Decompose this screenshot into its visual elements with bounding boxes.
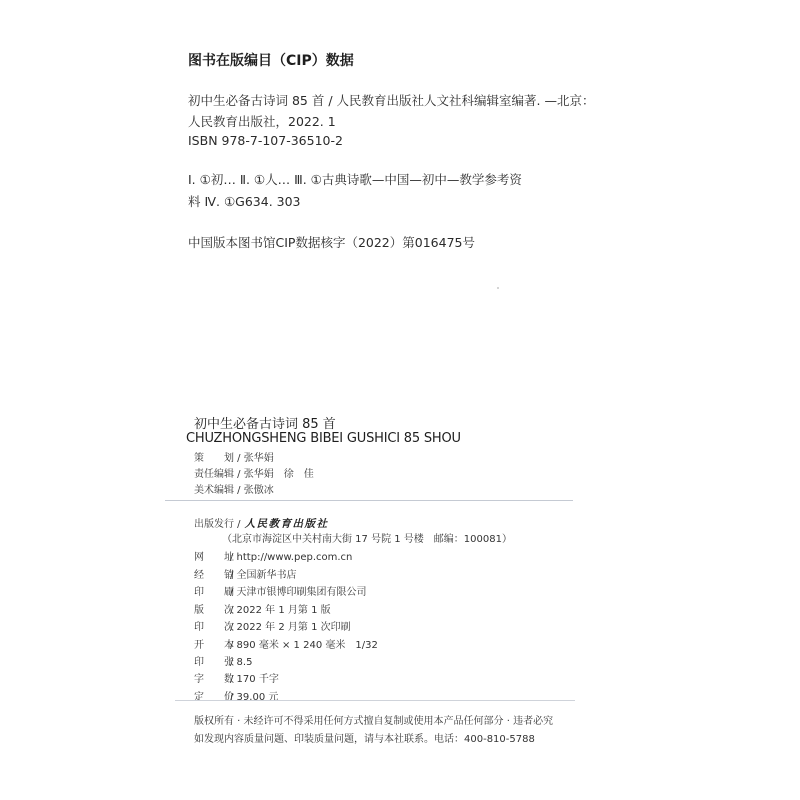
info-row-sheets — [194, 653, 252, 668]
cip-title-line: 初中生必备古诗词 85 首 / 人民教育出版社人文社科编辑室编著. —北京： — [188, 93, 595, 108]
info-label: 经 销 — [194, 570, 234, 581]
cip-publisher-line: 人民教育出版社，2022. 1 — [188, 114, 336, 129]
scan-speck — [497, 287, 499, 289]
publisher-logo: 人民教育出版社 — [244, 518, 329, 530]
info-row-word-count — [194, 670, 279, 685]
divider-bottom — [175, 700, 575, 701]
book-title-pinyin: CHUZHONGSHENG BIBEI GUSHICI 85 SHOU — [186, 431, 461, 446]
info-value: / 890 毫米 × 1 240 毫米 1/32 — [230, 640, 378, 651]
info-value: / 39.00 元 — [230, 692, 279, 703]
info-row-edition — [194, 601, 331, 616]
cip-isbn-line: ISBN 978-7-107-36510-2 — [188, 133, 343, 148]
cip-classification-line-cont: 料 Ⅳ. ①G634. 303 — [188, 194, 301, 209]
info-label: 网 址 — [194, 552, 234, 563]
info-row-impression — [194, 618, 351, 633]
publisher-label: 出版发行 / — [194, 519, 241, 530]
book-title-chinese: 初中生必备古诗词 85 首 — [194, 417, 336, 432]
info-label: 版 次 — [194, 605, 234, 616]
cip-heading: 图书在版编目（CIP）数据 — [188, 53, 354, 69]
info-label: 定 价 — [194, 692, 234, 703]
info-row-format — [194, 636, 378, 651]
info-row-distributor — [194, 566, 297, 581]
info-label: 字 数 — [194, 674, 234, 685]
info-value: / 2022 年 1 月第 1 版 — [230, 605, 331, 616]
info-value: / 170 千字 — [230, 674, 279, 685]
info-label: 印 次 — [194, 622, 234, 633]
publisher-address: （北京市海淀区中关村南大街 17 号院 1 号楼 邮编：100081） — [222, 534, 512, 545]
info-row-website — [194, 548, 352, 563]
info-label: 印 刷 — [194, 587, 234, 598]
info-label: 开 本 — [194, 640, 234, 651]
credit-planner: 策 划 / 张华娟 — [194, 453, 274, 464]
info-value: / 天津市银博印刷集团有限公司 — [230, 587, 367, 598]
credit-responsible-editor: 责任编辑 / 张华娟 徐 佳 — [194, 469, 314, 480]
info-row-printer — [194, 583, 367, 598]
divider-top — [165, 500, 573, 501]
info-value: / 全国新华书店 — [230, 570, 297, 581]
info-value: / 2022 年 2 月第 1 次印刷 — [230, 622, 351, 633]
quality-contact-notice: 如发现内容质量问题、印装质量问题，请与本社联系。电话：400-810-5788 — [194, 734, 535, 745]
info-value: / 8.5 — [230, 657, 253, 668]
cip-record-number: 中国版本图书馆CIP数据核字（2022）第016475号 — [188, 235, 475, 250]
copyright-notice: 版权所有 · 未经许可不得采用任何方式擅自复制或使用本产品任何部分 · 违者必究 — [194, 716, 554, 727]
info-value: / http://www.pep.com.cn — [230, 552, 353, 563]
info-label: 印 张 — [194, 657, 234, 668]
publisher-row — [194, 515, 329, 531]
cip-classification-line: Ⅰ. ①初… Ⅱ. ①人… Ⅲ. ①古典诗歌—中国—初中—教学参考资 — [188, 172, 522, 187]
credit-art-editor: 美术编辑 / 张傲冰 — [194, 485, 274, 496]
